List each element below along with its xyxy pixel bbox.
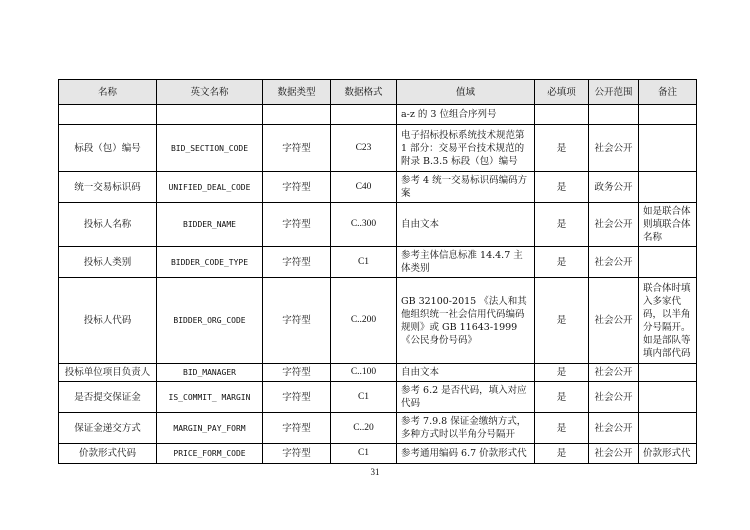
cell-data-type: 字符型	[263, 125, 331, 172]
cell-disclosure-scope: 社会公开	[589, 413, 639, 444]
cell-value-domain: 参考通用编码 6.7 价款形式代	[397, 444, 535, 464]
cell-value-domain: 电子招标投标系统技术规范第 1 部分：交易平台技术规范的附录 B.3.5 标段（包）编号	[397, 125, 535, 172]
cell-remarks	[639, 364, 697, 382]
cell-english-name	[157, 105, 263, 125]
cell-remarks: 如是联合体则填联合体名称	[639, 203, 697, 247]
table-row	[59, 247, 697, 278]
table-row	[59, 125, 697, 172]
cell-remarks: 价款形式代	[639, 444, 697, 464]
cell-disclosure-scope: 社会公开	[589, 364, 639, 382]
cell-name: 投标单位项目负责人	[59, 364, 157, 382]
table-header	[59, 80, 697, 105]
cell-name: 是否提交保证金	[59, 382, 157, 413]
cell-disclosure-scope	[589, 105, 639, 125]
cell-required: 是	[535, 125, 589, 172]
cell-remarks	[639, 172, 697, 203]
cell-name: 标段（包）编号	[59, 125, 157, 172]
cell-data-format: C..20	[331, 413, 397, 444]
cell-remarks	[639, 247, 697, 278]
table-row	[59, 364, 697, 382]
cell-english-name: PRICE_FORM_CODE	[157, 444, 263, 464]
cell-disclosure-scope: 社会公开	[589, 247, 639, 278]
cell-required: 是	[535, 247, 589, 278]
cell-value-domain: a-z 的 3 位组合序列号	[397, 105, 535, 125]
cell-remarks: 联合体时填入多家代码，以半角分号隔开。如是部队等填内部代码	[639, 278, 697, 364]
cell-required: 是	[535, 172, 589, 203]
header-data-format: 数据格式	[331, 80, 397, 105]
cell-disclosure-scope: 社会公开	[589, 444, 639, 464]
table-row	[59, 105, 697, 125]
cell-data-format	[331, 105, 397, 125]
cell-value-domain: GB 32100-2015 《法人和其他组织统一社会信用代码编码规则》或 GB 11643-1999《公民身份号码》	[397, 278, 535, 364]
cell-remarks	[639, 382, 697, 413]
cell-english-name: BID_MANAGER	[157, 364, 263, 382]
header-value-domain: 值域	[397, 80, 535, 105]
cell-data-format: C40	[331, 172, 397, 203]
cell-name: 价款形式代码	[59, 444, 157, 464]
cell-data-format: C1	[331, 382, 397, 413]
cell-data-format: C..200	[331, 278, 397, 364]
cell-required	[535, 105, 589, 125]
cell-data-type: 字符型	[263, 278, 331, 364]
cell-disclosure-scope: 社会公开	[589, 382, 639, 413]
table-row	[59, 382, 697, 413]
cell-name: 投标人名称	[59, 203, 157, 247]
cell-data-type: 字符型	[263, 382, 331, 413]
cell-value-domain: 自由文本	[397, 364, 535, 382]
cell-disclosure-scope: 社会公开	[589, 203, 639, 247]
cell-value-domain: 参考 6.2 是否代码，填入对应代码	[397, 382, 535, 413]
cell-required: 是	[535, 203, 589, 247]
cell-disclosure-scope: 社会公开	[589, 125, 639, 172]
cell-value-domain: 参考 4 统一交易标识码编码方案	[397, 172, 535, 203]
cell-english-name: BID_SECTION_CODE	[157, 125, 263, 172]
cell-name: 投标人类别	[59, 247, 157, 278]
cell-disclosure-scope: 社会公开	[589, 278, 639, 364]
header-english-name: 英文名称	[157, 80, 263, 105]
cell-value-domain: 自由文本	[397, 203, 535, 247]
cell-data-type: 字符型	[263, 172, 331, 203]
header-data-type: 数据类型	[263, 80, 331, 105]
header-name: 名称	[59, 80, 157, 105]
header-disclosure-scope: 公开范围	[589, 80, 639, 105]
page-number: 31	[370, 467, 380, 477]
header-required: 必填项	[535, 80, 589, 105]
table-row	[59, 413, 697, 444]
cell-required: 是	[535, 382, 589, 413]
cell-required: 是	[535, 364, 589, 382]
header-row	[59, 80, 697, 105]
table-row	[59, 172, 697, 203]
table-row	[59, 444, 697, 464]
cell-name: 统一交易标识码	[59, 172, 157, 203]
cell-data-format: C1	[331, 444, 397, 464]
cell-name: 投标人代码	[59, 278, 157, 364]
cell-english-name: BIDDER_ORG_CODE	[157, 278, 263, 364]
cell-data-type	[263, 105, 331, 125]
cell-english-name: MARGIN_PAY_FORM	[157, 413, 263, 444]
cell-remarks	[639, 125, 697, 172]
table-body	[59, 105, 697, 464]
cell-required: 是	[535, 444, 589, 464]
cell-remarks	[639, 413, 697, 444]
cell-required: 是	[535, 278, 589, 364]
header-remarks: 备注	[639, 80, 697, 105]
cell-data-type: 字符型	[263, 444, 331, 464]
cell-remarks	[639, 105, 697, 125]
cell-data-format: C..100	[331, 364, 397, 382]
cell-english-name: UNIFIED_DEAL_CODE	[157, 172, 263, 203]
cell-name	[59, 105, 157, 125]
data-element-table	[58, 79, 697, 464]
cell-data-type: 字符型	[263, 203, 331, 247]
cell-english-name: BIDDER_NAME	[157, 203, 263, 247]
cell-required: 是	[535, 413, 589, 444]
cell-data-type: 字符型	[263, 247, 331, 278]
cell-value-domain: 参考 7.9.8 保证金缴纳方式，多种方式时以半角分号隔开	[397, 413, 535, 444]
cell-data-type: 字符型	[263, 413, 331, 444]
table-row	[59, 203, 697, 247]
cell-english-name: BIDDER_CODE_TYPE	[157, 247, 263, 278]
cell-data-format: C..300	[331, 203, 397, 247]
cell-english-name: IS_COMMIT_ MARGIN	[157, 382, 263, 413]
table-row	[59, 278, 697, 364]
cell-disclosure-scope: 政务公开	[589, 172, 639, 203]
cell-value-domain: 参考主体信息标准 14.4.7 主体类别	[397, 247, 535, 278]
cell-data-format: C23	[331, 125, 397, 172]
cell-data-type: 字符型	[263, 364, 331, 382]
cell-name: 保证金递交方式	[59, 413, 157, 444]
cell-data-format: C1	[331, 247, 397, 278]
